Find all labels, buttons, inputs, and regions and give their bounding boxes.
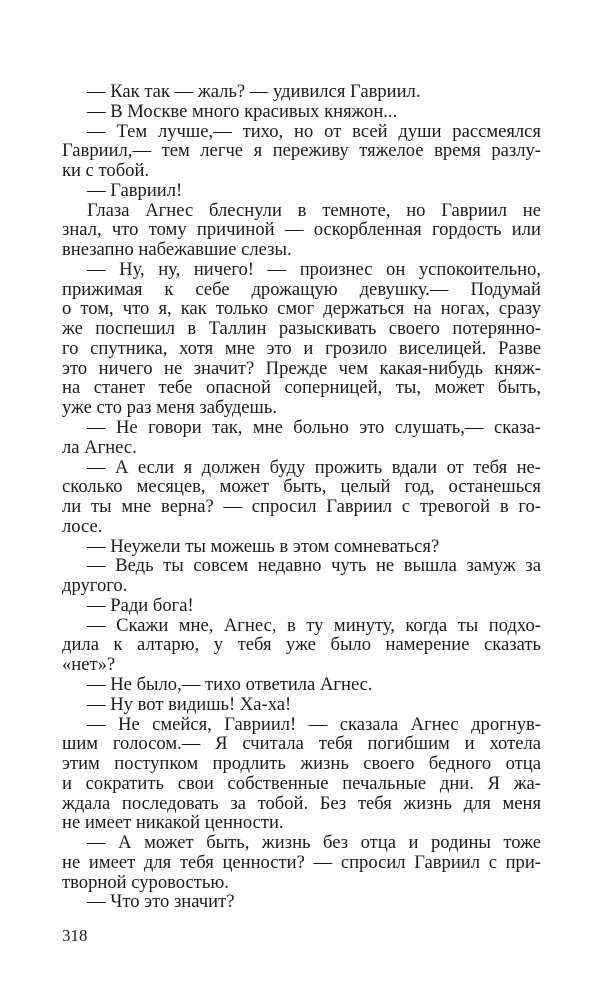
text-line: — А если я должен буду прожить вдали от тебя не-	[87, 457, 541, 478]
text-line: ла Агнес.	[62, 436, 137, 458]
text-line: — Не говори так, мне больно это слушать,— сказа-	[87, 418, 541, 438]
text-line: же поспешил в Таллин разыскивать своего потерянно-	[62, 319, 541, 339]
text-line: ки с тобой.	[62, 160, 150, 182]
text-line: — Гавриил!	[87, 179, 183, 201]
book-page-text	[62, 82, 541, 912]
text-line: сколько месяцев, может быть, целый год, останешься	[62, 477, 541, 498]
text-line: лосе.	[62, 515, 103, 537]
text-line: — Ради бога!	[87, 594, 194, 616]
text-line: уже сто раз меня забудешь.	[62, 397, 277, 419]
text-line: ждала последовать за тобой. Без тебя жизнь для меня	[62, 793, 541, 814]
text-line: — Тем лучше,— тихо, но от всей души рассмеялся	[87, 121, 541, 142]
text-line: — Ну вот видишь! Ха-ха!	[87, 693, 292, 715]
text-line: не имеет никакой ценности.	[62, 812, 284, 834]
text-line: — Что это значит?	[87, 891, 235, 913]
text-line: знал, что тому причиной — оскорбленная гордость или	[62, 220, 541, 241]
text-line: — А может быть, жизнь без отца и родины тоже	[87, 833, 541, 853]
text-line: о том, что я, как только смог держаться на ногах, сразу	[62, 299, 541, 320]
text-line: Гавриил,— тем легче я переживу тяжелое время разлу-	[62, 141, 541, 162]
text-line: — Скажи мне, Агнес, в ту минуту, когда ты подхо-	[87, 615, 541, 636]
text-line: — Ведь ты совсем недавно чуть не вышла замуж за	[87, 556, 541, 577]
text-line: — Как так — жаль? — удивился Гавриил.	[87, 81, 421, 102]
text-line: это ничего не значит? Прежде чем какая-нибудь княж-	[62, 358, 541, 379]
text-line: — Не было,— тихо ответила Агнес.	[87, 673, 373, 695]
text-line: ли ты мне верна? — спросил Гавриил с тревогой в го-	[62, 497, 541, 517]
text-line: внезапно набежавшие слезы.	[62, 239, 292, 261]
text-line: — Не смейся, Гавриил! — сказала Агнес дрогнув-	[87, 714, 541, 735]
text-line: «нет»?	[62, 654, 116, 676]
text-line: творной суровостью.	[62, 871, 229, 893]
text-line: Глаза Агнес блеснули в темноте, но Гавриил не	[87, 200, 541, 221]
text-line: не имеет для тебя ценности? — спросил Гавриил с при-	[62, 852, 541, 873]
text-line: — Неужели ты можешь в этом сомневаться?	[87, 535, 440, 557]
text-line: — Ну, ну, ничего! — произнес он успокоительно,	[87, 259, 541, 280]
text-line: другого.	[62, 575, 128, 597]
text-line: — В Москве много красивых княжон...	[87, 100, 398, 122]
text-line: на станет тебе опасной соперницей, ты, может быть,	[62, 378, 541, 399]
text-line: дила к алтарю, у тебя уже было намерение сказать	[62, 635, 541, 656]
text-line: шим голосом.— Я считала тебя погибшим и хотела	[62, 734, 541, 755]
text-line: прижимая к себе дрожащую девушку.— Подумай	[62, 279, 541, 300]
text-line: и сократить свои собственные печальные дни. Я жа-	[62, 773, 541, 794]
text-line: этим поступком продлить жизнь своего бедного отца	[62, 754, 541, 774]
page-number: 318	[62, 926, 88, 945]
text-line: го спутника, хотя мне это и грозило виселицей. Разве	[62, 338, 541, 359]
